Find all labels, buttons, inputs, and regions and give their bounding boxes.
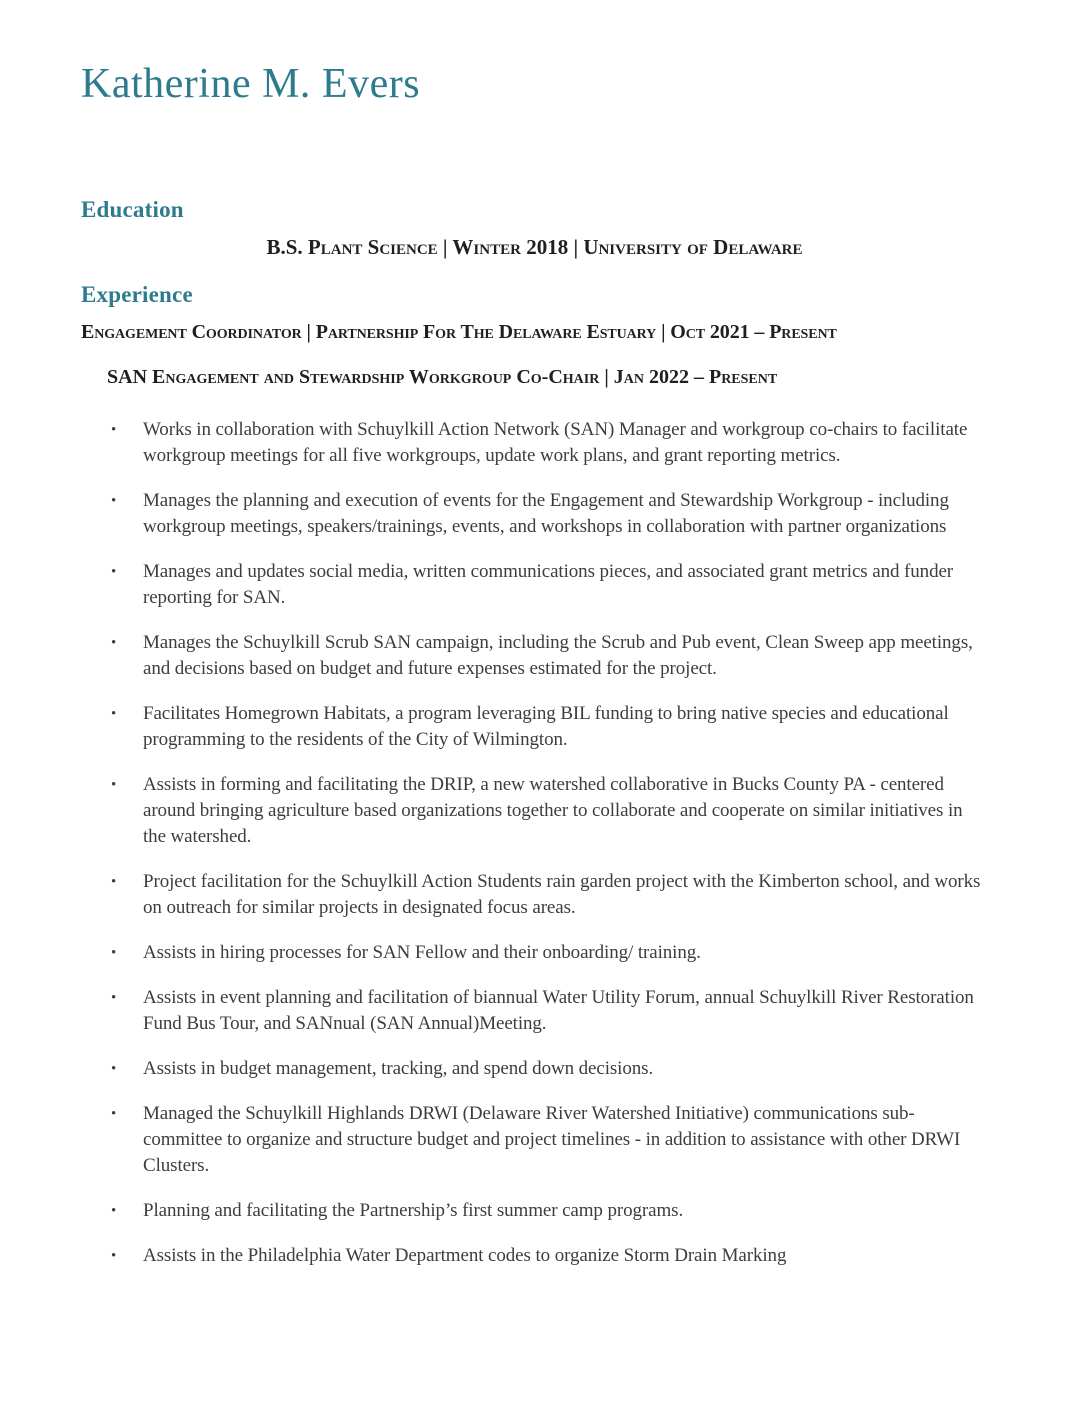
experience-role-line: Engagement Coordinator | Partnership For The Delaware Estuary | Oct 2021 – Present — [81, 320, 837, 343]
experience-bullet: • Assists in forming and facilitating the DRIP, a new watershed collaborative in Bucks County PA - centered around bringing agriculture based organizations together to collaborate and cooperate on similar initiatives in the watershed. — [81, 772, 986, 850]
experience-bullet: • Assists in hiring processes for SAN Fellow and their onboarding/ training. — [81, 940, 986, 966]
page-title: Katherine M. Evers — [81, 61, 421, 107]
experience-bullet: • Manages the Schuylkill Scrub SAN campaign, including the Scrub and Pub event, Clean Sweep app meetings, and decisions based on budget and future expenses estimated for the project. — [81, 630, 986, 682]
experience-bullet: • Manages and updates social media, written communications pieces, and associated grant metrics and funder reporting for SAN. — [81, 559, 986, 611]
education-heading: Education — [81, 197, 184, 223]
education-section — [81, 196, 988, 261]
experience-bullet: • Facilitates Homegrown Habitats, a program leveraging BIL funding to bring native species and educational programming to the residents of the City of Wilmington. — [81, 701, 986, 753]
experience-bullet: • Assists in the Philadelphia Water Department codes to organize Storm Drain Marking — [81, 1243, 986, 1269]
education-degree-line: B.S. Plant Science | Winter 2018 | University of Delaware — [266, 234, 803, 259]
experience-bullet: • Managed the Schuylkill Highlands DRWI (Delaware River Watershed Initiative) communications sub-committee to organize and structure budget and project timelines - in addition to assistance with other DRWI Clusters. — [81, 1101, 986, 1179]
experience-bullet: • Assists in budget management, tracking, and spend down decisions. — [81, 1056, 986, 1082]
experience-bullet: • Project facilitation for the Schuylkill Action Students rain garden project with the Kimberton school, and works on outreach for similar projects in designated focus areas. — [81, 869, 986, 921]
experience-section — [81, 281, 988, 1269]
experience-bullet: • Works in collaboration with Schuylkill Action Network (SAN) Manager and workgroup co-chairs to facilitate workgroup meetings for all five workgroups, update work plans, and grant reporting metrics. — [81, 417, 986, 469]
experience-bullet: • Assists in event planning and facilitation of biannual Water Utility Forum, annual Schuylkill River Restoration Fund Bus Tour, and SANnual (SAN Annual)Meeting. — [81, 985, 986, 1037]
experience-bullet: • Manages the planning and execution of events for the Engagement and Stewardship Workgroup - including workgroup meetings, speakers/trainings, events, and workshops in collaboration with partner organizations — [81, 488, 986, 540]
experience-heading: Experience — [81, 281, 193, 307]
experience-bullet: • Planning and facilitating the Partnership’s first summer camp programs. — [81, 1198, 986, 1224]
experience-subrole-line: SAN Engagement and Stewardship Workgroup Co-Chair | Jan 2022 – Present — [107, 365, 778, 388]
experience-bullet-list — [81, 417, 988, 1269]
